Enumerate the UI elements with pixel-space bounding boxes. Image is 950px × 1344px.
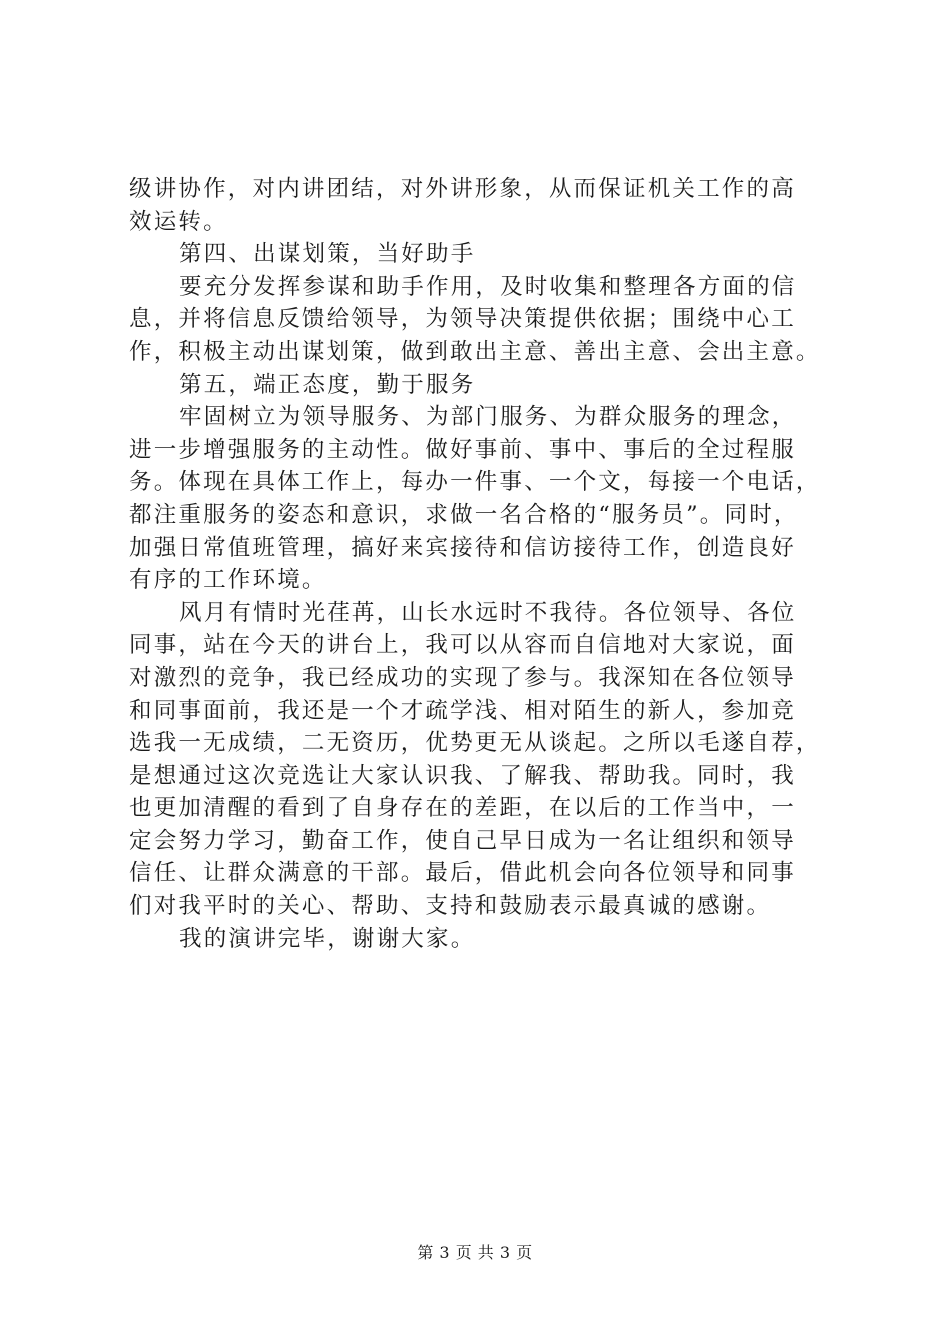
- text-line: 级讲协作，对内讲团结，对外讲形象，从而保证机关工作的高: [129, 176, 796, 202]
- text-line: 对激烈的竞争，我已经成功的实现了参与。我深知在各位领导: [129, 664, 796, 691]
- text-line: 加强日常值班管理，搞好来宾接待和信访接待工作，创造良好: [129, 534, 796, 561]
- text-line: 风月有情时光荏苒，山长水远时不我待。各位领导、各位: [179, 599, 797, 626]
- text-line: 有序的工作环境。: [129, 567, 327, 594]
- text-line: 要充分发挥参谋和助手作用，及时收集和整理各方面的信: [179, 273, 797, 300]
- text-line: 第五，端正态度，勤于服务: [179, 371, 476, 398]
- text-line: 也更加清醒的看到了自身存在的差距，在以后的工作当中，一: [129, 795, 796, 822]
- text-line: 都注重服务的姿态和意识，求做一名合格的“服务员”。同时，: [129, 501, 799, 528]
- text-line: 务。体现在具体工作上，每办一件事、一个文，每接一个电话，: [129, 469, 821, 496]
- text-line: 是想通过这次竞选让大家认识我、了解我、帮助我。同时，我: [129, 762, 796, 789]
- text-line: 和同事面前，我还是一个才疏学浅、相对陌生的新人，参加竞: [129, 697, 796, 724]
- text-line: 信任、让群众满意的干部。最后，借此机会向各位领导和同事: [129, 860, 796, 887]
- text-line: 选我一无成绩，二无资历，优势更无从谈起。之所以毛遂自荐，: [129, 730, 821, 757]
- text-line: 进一步增强服务的主动性。做好事前、事中、事后的全过程服: [129, 436, 796, 463]
- text-line: 同事，站在今天的讲台上，我可以从容而自信地对大家说，面: [129, 632, 796, 659]
- text-line: 效运转。: [129, 208, 228, 235]
- page-footer: 第 3 页 共 3 页: [417, 1243, 533, 1262]
- document-body: [129, 173, 829, 955]
- text-line: 们对我平时的关心、帮助、支持和鼓励表示最真诚的感谢。: [129, 893, 772, 920]
- text-line: 息，并将信息反馈给领导，为领导决策提供依据；围绕中心工: [129, 306, 796, 333]
- text-line: 我的演讲完毕，谢谢大家。: [179, 925, 476, 952]
- text-line: 作，积极主动出谋划策，做到敢出主意、善出主意、会出主意。: [129, 338, 821, 365]
- text-line: 定会努力学习，勤奋工作，使自己早日成为一名让组织和领导: [129, 827, 796, 854]
- text-line: 第四、出谋划策，当好助手: [179, 241, 476, 268]
- text-line: 牢固树立为领导服务、为部门服务、为群众服务的理念，: [179, 404, 797, 431]
